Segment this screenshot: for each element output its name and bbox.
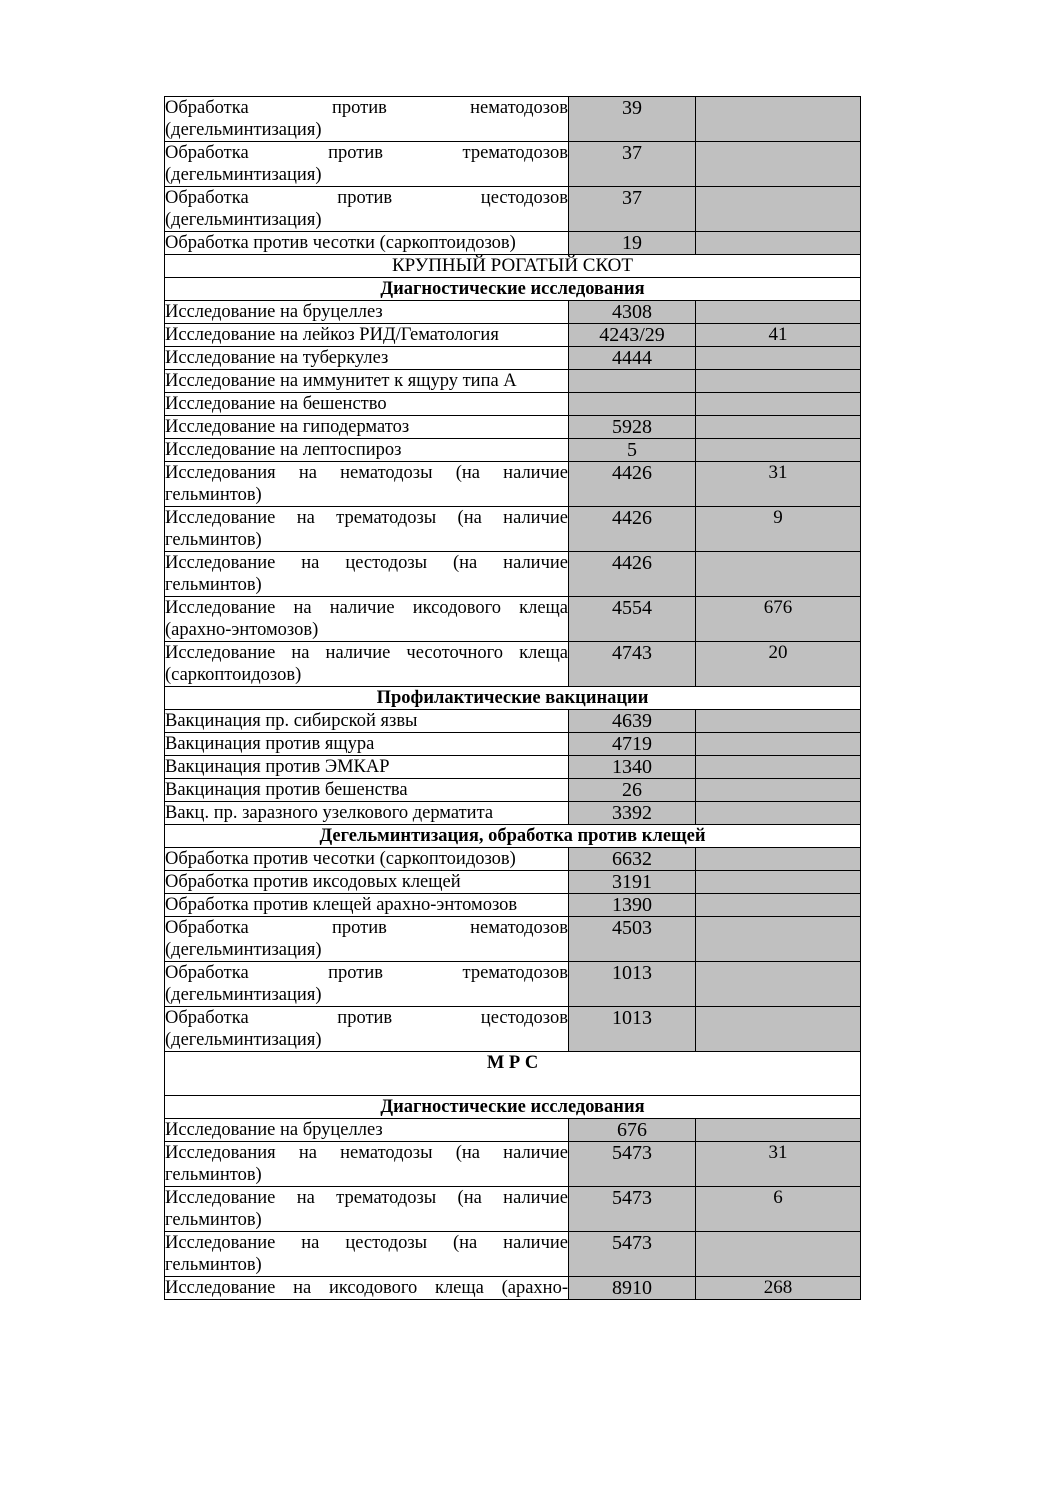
row-value-positive: [696, 439, 861, 462]
row-label-line: Вакцинация против бешенства: [165, 780, 408, 800]
row-label-line: Исследование на трематодозы (на наличие: [165, 1188, 568, 1208]
row-value-positive: [696, 802, 861, 825]
table-row: [165, 733, 861, 756]
row-value-positive: [696, 1119, 861, 1142]
row-value-total: 4426: [569, 552, 696, 597]
row-value-total: 3191: [569, 871, 696, 894]
row-value-total: 4503: [569, 917, 696, 962]
row-value-total: 26: [569, 779, 696, 802]
row-value-total: 5: [569, 439, 696, 462]
table-row: [165, 416, 861, 439]
row-label-line: Обработка против трематодозов: [165, 143, 568, 163]
row-label: [165, 710, 569, 733]
table-row: [165, 1187, 861, 1232]
row-value-total: 5473: [569, 1187, 696, 1232]
row-label: [165, 97, 569, 142]
row-label: [165, 393, 569, 416]
row-label-line: (дегельминтизация): [165, 120, 322, 140]
row-label-line: (дегельминтизация): [165, 165, 322, 185]
row-value-positive: [696, 301, 861, 324]
row-label-line: Исследование на бруцеллез: [165, 302, 383, 322]
row-value-positive: [696, 779, 861, 802]
report-table: [164, 96, 861, 1300]
table-row: [165, 1119, 861, 1142]
row-label: [165, 324, 569, 347]
row-value-total: 676: [569, 1119, 696, 1142]
table-row: [165, 142, 861, 187]
row-value-total: 4444: [569, 347, 696, 370]
row-label-line: Исследование на наличие иксодового клеща: [165, 598, 568, 618]
row-value-positive: [696, 347, 861, 370]
row-value-total: 4639: [569, 710, 696, 733]
section-heading: Диагностические исследования: [165, 278, 861, 301]
row-label: [165, 642, 569, 687]
row-value-positive: [696, 142, 861, 187]
table-row: [165, 232, 861, 255]
row-label-line: (дегельминтизация): [165, 985, 322, 1005]
row-label-line: Обработка против цестодозов: [165, 188, 568, 208]
row-label: [165, 370, 569, 393]
row-label-line: (саркоптоидозов): [165, 665, 302, 685]
table-row: [165, 1142, 861, 1187]
row-value-total: 39: [569, 97, 696, 142]
table-row: [165, 642, 861, 687]
row-value-total: 19: [569, 232, 696, 255]
row-label: [165, 301, 569, 324]
section-row: [165, 825, 861, 848]
row-value-positive: 268: [696, 1277, 861, 1300]
table-row: [165, 710, 861, 733]
row-label-line: Исследование на иммунитет к ящуру типа А: [165, 371, 517, 391]
row-label: [165, 462, 569, 507]
row-label-line: Обработка против клещей арахно-энтомозов: [165, 895, 518, 915]
row-label-line: Исследование на цестодозы (на наличие: [165, 553, 568, 573]
row-label: [165, 802, 569, 825]
row-value-total: 5928: [569, 416, 696, 439]
row-value-total: 37: [569, 142, 696, 187]
row-label: [165, 733, 569, 756]
table-row: [165, 439, 861, 462]
row-value-total: [569, 393, 696, 416]
row-label-line: (дегельминтизация): [165, 1030, 322, 1050]
row-label: [165, 439, 569, 462]
row-value-positive: [696, 848, 861, 871]
row-label-line: (дегельминтизация): [165, 940, 322, 960]
row-value-positive: 6: [696, 1187, 861, 1232]
row-value-positive: [696, 733, 861, 756]
row-value-positive: [696, 552, 861, 597]
row-label: [165, 507, 569, 552]
row-label: [165, 871, 569, 894]
row-label: [165, 597, 569, 642]
row-label-line: Обработка против трематодозов: [165, 963, 568, 983]
row-value-positive: [696, 962, 861, 1007]
table-row: [165, 187, 861, 232]
table-row: [165, 1007, 861, 1052]
row-value-total: 4243/29: [569, 324, 696, 347]
row-label-line: Исследование на трематодозы (на наличие: [165, 508, 568, 528]
row-label: [165, 347, 569, 370]
row-value-positive: 31: [696, 462, 861, 507]
row-label: [165, 232, 569, 255]
section-row: [165, 1052, 861, 1096]
row-label-line: Исследование на гиподерматоз: [165, 417, 410, 437]
row-label: [165, 1277, 569, 1300]
row-label: [165, 894, 569, 917]
row-value-total: 4554: [569, 597, 696, 642]
row-label: [165, 848, 569, 871]
row-label: [165, 1142, 569, 1187]
row-value-positive: [696, 1007, 861, 1052]
row-value-total: 3392: [569, 802, 696, 825]
section-heading: Диагностические исследования: [165, 1096, 861, 1119]
table-row: [165, 597, 861, 642]
row-value-positive: [696, 370, 861, 393]
row-label: [165, 187, 569, 232]
table-row: [165, 301, 861, 324]
row-label-line: гельминтов): [165, 1255, 262, 1275]
row-value-total: 4308: [569, 301, 696, 324]
row-label: [165, 962, 569, 1007]
row-label-line: гельминтов): [165, 530, 262, 550]
row-value-total: 4426: [569, 462, 696, 507]
row-value-total: 1340: [569, 756, 696, 779]
table-row: [165, 507, 861, 552]
row-label-line: Вакцинация пр. сибирской язвы: [165, 711, 418, 731]
row-value-positive: [696, 416, 861, 439]
row-label-line: (арахно-энтомозов): [165, 620, 319, 640]
section-row: [165, 278, 861, 301]
table-row: [165, 347, 861, 370]
row-label-line: Вакцинация против ЭМКАР: [165, 757, 390, 777]
row-label-line: Исследования на нематодозы (на наличие: [165, 1143, 568, 1163]
row-value-total: 1013: [569, 1007, 696, 1052]
table-row: [165, 894, 861, 917]
report-table-body: [165, 97, 861, 1300]
row-label-line: Обработка против чесотки (саркоптоидозов): [165, 849, 516, 869]
row-value-total: 4426: [569, 507, 696, 552]
row-label-line: гельминтов): [165, 485, 262, 505]
row-label: [165, 1119, 569, 1142]
row-value-positive: [696, 710, 861, 733]
row-label-line: Обработка против нематодозов: [165, 918, 568, 938]
row-value-positive: 20: [696, 642, 861, 687]
table-row: [165, 393, 861, 416]
row-value-total: 37: [569, 187, 696, 232]
row-label-line: гельминтов): [165, 1165, 262, 1185]
row-label-line: Исследование на туберкулез: [165, 348, 389, 368]
section-heading: М Р С: [165, 1052, 861, 1096]
row-value-positive: [696, 894, 861, 917]
row-value-positive: [696, 97, 861, 142]
row-value-positive: 31: [696, 1142, 861, 1187]
row-value-positive: 9: [696, 507, 861, 552]
row-label: [165, 917, 569, 962]
row-label-line: гельминтов): [165, 1210, 262, 1230]
table-row: [165, 848, 861, 871]
table-row: [165, 462, 861, 507]
row-value-total: 5473: [569, 1232, 696, 1277]
row-label: [165, 1232, 569, 1277]
row-value-total: 1390: [569, 894, 696, 917]
row-value-positive: [696, 232, 861, 255]
table-row: [165, 324, 861, 347]
section-row: [165, 255, 861, 278]
row-value-total: 4743: [569, 642, 696, 687]
row-label-line: Вакц. пр. заразного узелкового дерматита: [165, 803, 494, 823]
row-label-line: гельминтов): [165, 575, 262, 595]
table-row: [165, 756, 861, 779]
table-row: [165, 871, 861, 894]
row-label-line: Исследование на бруцеллез: [165, 1120, 383, 1140]
table-row: [165, 779, 861, 802]
row-value-total: 4719: [569, 733, 696, 756]
row-value-positive: [696, 393, 861, 416]
table-row: [165, 552, 861, 597]
row-label: [165, 1007, 569, 1052]
row-value-positive: [696, 917, 861, 962]
row-label-line: Обработка против цестодозов: [165, 1008, 568, 1028]
row-label: [165, 779, 569, 802]
row-label-line: Обработка против нематодозов: [165, 98, 568, 118]
row-label-line: (дегельминтизация): [165, 210, 322, 230]
row-value-positive: 676: [696, 597, 861, 642]
row-label-line: Вакцинация против ящура: [165, 734, 375, 754]
row-label: [165, 142, 569, 187]
table-row: [165, 97, 861, 142]
table-row: [165, 1232, 861, 1277]
row-value-total: 5473: [569, 1142, 696, 1187]
row-value-total: [569, 370, 696, 393]
row-label-line: Исследование на бешенство: [165, 394, 387, 414]
table-row: [165, 1277, 861, 1300]
row-value-positive: [696, 1232, 861, 1277]
row-value-total: 1013: [569, 962, 696, 1007]
table-row: [165, 802, 861, 825]
row-value-total: 6632: [569, 848, 696, 871]
section-row: [165, 1096, 861, 1119]
row-value-positive: 41: [696, 324, 861, 347]
row-label-line: Обработка против чесотки (саркоптоидозов): [165, 233, 516, 253]
row-value-positive: [696, 756, 861, 779]
row-label-line: Исследование на лептоспироз: [165, 440, 402, 460]
row-label: [165, 756, 569, 779]
table-row: [165, 370, 861, 393]
section-title: КРУПНЫЙ РОГАТЫЙ СКОТ: [165, 255, 861, 278]
row-label-line: Исследование на лейкоз РИД/Гематология: [165, 325, 499, 345]
row-label: [165, 416, 569, 439]
section-heading: Профилактические вакцинации: [165, 687, 861, 710]
row-value-positive: [696, 871, 861, 894]
row-label-line: Исследование на цестодозы (на наличие: [165, 1233, 568, 1253]
table-row: [165, 962, 861, 1007]
row-label: [165, 552, 569, 597]
table-row: [165, 917, 861, 962]
row-label-line: Обработка против иксодовых клещей: [165, 872, 461, 892]
row-label-line: Исследование на иксодового клеща (арахно-: [165, 1278, 568, 1298]
section-row: [165, 687, 861, 710]
row-value-total: 8910: [569, 1277, 696, 1300]
row-label: [165, 1187, 569, 1232]
row-label-line: Исследования на нематодозы (на наличие: [165, 463, 568, 483]
row-value-positive: [696, 187, 861, 232]
row-label-line: Исследование на наличие чесоточного клеща: [165, 643, 568, 663]
section-heading: Дегельминтизация, обработка против клещей: [165, 825, 861, 848]
